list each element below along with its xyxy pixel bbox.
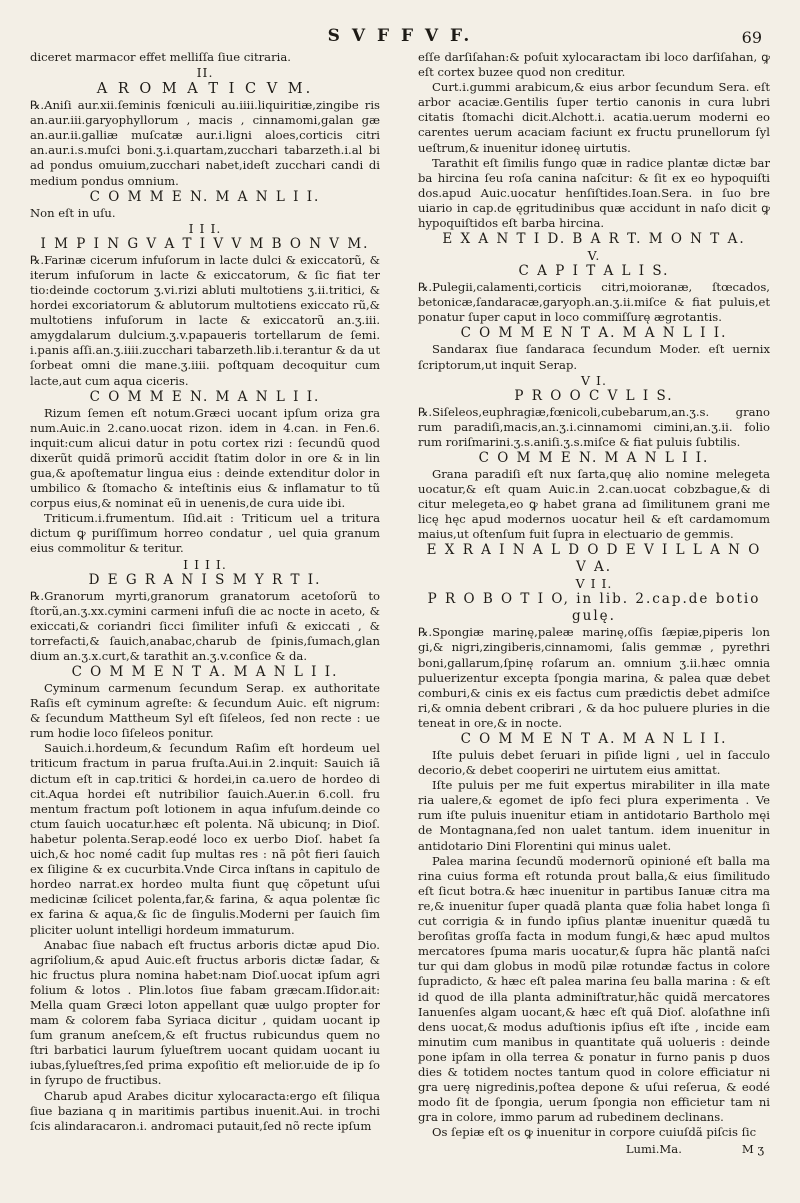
paragraph: Triticum.i.frumentum. Iſid.ait : Triticum uel a tritura dictum ꝙ puriſſimum horreo condatur , uel quia granum eius commolitur & teritur. bbox=[30, 511, 380, 556]
commentary-heading: C O M M E N T A. M A N L I I. bbox=[460, 731, 728, 747]
recipe-title: D E G R A N I S M Y R T I. bbox=[88, 571, 322, 588]
paragraph: Cyminum carmenum ſecundum Serap. ex authoritate Raſis eſt cyminum agreſte: & ſecundum Auic. eſt nigrum: & ſecundum Mattheum Syl eſt ſiſeleos, ſed non recte : ue rum hodie loco ſiſeleos ponitur. bbox=[30, 681, 380, 741]
paragraph: Iſte puluis per me fuit expertus mirabiliter in illa mate ria ualere,& egomet de ipſo feci plura experimenta . Ve rum iſte puluis inuenitur etiam in antidotario Bartholo męi de Montagnana,ſed non ualet tantum. idem inuenitur in antidotario Dini Florentini qui minus ualet. bbox=[418, 778, 770, 853]
recipe-title: A R O M A T I C V M. bbox=[96, 81, 314, 98]
paragraph: Curt.i.gummi arabicum,& eius arbor ſecundum Sera. eſt arbor acaciæ.Gentilis ſuper tertio canonis in cura lubri citatis ſtomachi dicit.Alchott.i. acatia.uerum moderni eo carentes uerum acaciam faciunt ex fructu prunellorum ſyl ueſtrum,& inuenitur idoneę uirtutis. bbox=[418, 80, 770, 155]
commentary-heading: C O M M E N. M A N L I I. bbox=[478, 449, 710, 466]
paragraph: Sauich.i.hordeum,& ſecundum Raſim eſt hordeum uel triticum fractum in parua fruſta.Aui.in 2.inquit: Sauich iã dictum eſt in cap.tritici & hordei,in ca.uero de hordeo di cit.Aqua hordei eſt nutribilior ſauich.Auer.in 6.coll. fru mentum fractum poſt lotionem in aqua infuſum.deinde co ctum ſauich uocatur.hæc eſt polenta. Nã ubicunq; in Dioſ. habetur polenta.Serap.eodé loco ex uerbo Dioſ. habet ſa uich,& hoc nomé cadit ſup multas res : nã pôt fieri ſauich ex ſiligine & ex cucurbita.Vnde Circa inſtans in capitulo de hordeo narrat.ex hordeo multa fiunt quę cõpetunt uſui medicinæ ſcilicet polenta,far,& farina, & aqua polentæ ſic ex farina & aqua,& ſic de ſingulis.Moderni per ſauich ſim pliciter uolunt intelligi hordeum immaturum. bbox=[30, 741, 380, 937]
section-heading: E X R A I N A L D O D E V I L L A N O V A. bbox=[426, 542, 762, 576]
recipe-number: V. bbox=[587, 248, 601, 264]
paragraph: ℞.Aniſi aur.xii.ſeminis fœniculi au.iiii.liquiritiæ,zingibe ris an.aur.iii.garyophyllorum , macis , cinnamomi,galan gæ an.aur.ii.galliæ muſcatæ aur.i.ligni aloes,corticis citri an.aur.i.s.muſci boni.ʒ.i.quartam,zucchari tabarzeth.i.al bi ad pondus omuium,zucchari nabet,ideſt zucchari candi di medium pondus omnium. bbox=[30, 98, 380, 188]
signature-mark: M ʒ bbox=[741, 1142, 764, 1157]
paragraph: Palea marina ſecundũ modernorũ opinioné eſt balla ma rina cuius forma eſt rotunda prout balla,& eius ſimilitudo eſt ſicut botra.& hæc inuenitur in partibus Ianuæ citra ma re,& inuenitur ſuper quadã planta quæ folia habet longa ſi cut corrigia & in fundo ipſius plantæ inuenitur quædã tu beroſitas groſſa facta in modum fungi,& hæc apud multos mercatores ſpuma maris uocatur,& ſupra hãc plantã naſci tur qui dam globus in modũ pilæ rotundæ factus in colore ſupradicto, & hæc eſt palea marina ſeu balla marina : & eſt id quod de illa planta adminiſtratur,hãc quidã mercatores Ianuenſes algam uocant,& hæc eſt quã Dioſ. aloſathne inſi dens uocat,& modus aduſtionis ipſius eſt iſte , incide eam minutim cum manibus in quantitate quã uolueris : deinde pone ipſam in olla terrea & ponatur in furno panis p duos dies & totidem noctes tantum quod in colore efficiatur ni gra uerę nigredinis,poſtea depone & uſui reſerua, & eodé modo ſit de ſpongia, uerum ſpongia non efficietur tam ni gra in colore, immo parum ad rubedinem declinans. bbox=[418, 853, 770, 1125]
paragraph: ℞.Pulegii,calamenti,corticis citri,moioranæ, ſtœcados, betonicæ,ſandaracæ,garyoph.an.ʒ.ii.miſce & fiat puluis,et ponatur ſuper caput in loco commiſſurę ægrotantis. bbox=[418, 280, 770, 325]
paragraph: Iſte puluis debet ſeruari in piſide ligni , uel in ſacculo decorio,& debet cooperiri ne uirtutem eius amittat. bbox=[418, 748, 770, 778]
recipe-number: I I I. bbox=[188, 220, 222, 236]
text-line: eſſe darſiſahan:& poſuit xylocaractam ibi loco darſiſahan, ꝙ eſt cortex buzee quod non creditur. bbox=[418, 50, 770, 80]
recipe-title: P R O O C V L I S. bbox=[514, 387, 674, 404]
right-column bbox=[418, 50, 770, 1185]
recipe-number: V I. bbox=[581, 372, 607, 388]
paragraph: ℞.Farinæ cicerum infuſorum in lacte dulci & exiccatorũ, & iterum infuſorum in lacte & exiccatorum, & ſic fiat ter tio:deinde coctorum ʒ.vi.rizi abluti multotiens ʒ.ii.tritici, & hordei excoriatorum & ablutorum multotiens exiccato rũ,& multotiens infuſorum in lacte & exiccatorũ an.ʒ.iii. amygdalarum dulcium.ʒ.v.papaueris tortellarum de ſemi. i.panis aſſi.an.ʒ.iiii.zucchari tabarzeth.lib.i.terantur & da ut ſorbeat omni die mane.ʒ.iiii. poſtquam decoquitur cum lacte,aut cum aqua ciceris. bbox=[30, 252, 380, 388]
recipe-title: I M P I N G V A T I V V M B O N V M. bbox=[40, 235, 370, 252]
paragraph: ℞.Spongiæ marinę,paleæ marinę,oſſis ſæpiæ,piperis lon gi,& nigri,zingiberis,cinnamomi, ſalis gemmæ , pyrethri boni,gallarum,ſpinę roſarum an. omnium ʒ.ii.hæc omnia puluerizentur excepta ſpongia marina, & palea quæ debet comburi,& cinis ex eis factus cum prædictis debet admiſce ri,& omnia debent cribrari , & da hoc puluere pluries in die teneat in ore,& in nocte. bbox=[418, 625, 770, 730]
paragraph: ℞.Granorum myrti,granorum granatorum acetoſorũ to ſtorũ,an.ʒ.xx.cymini carmeni infuſi die ac nocte in aceto, & exiccati,& coriandri ſicci ſimiliter infuſi & exiccati , & torrefacti,& ſauich,anabac,charub de ſpinis,ſumach,glan dium an.ʒ.x.curt,& tarathit an.ʒ.v.conſice & da. bbox=[30, 588, 380, 663]
paragraph: Tarathit eſt ſimilis fungo quæ in radice plantæ dictæ bar ba hircina ſeu roſa canina naſcitur: & ſit ex eo hypoquiſti dos.apud Auic.uocatur henſiſtides.Ioan.Sera. in ſuo bre uiario in cap.de ęgritudinibus quæ accidunt in naſo dicit ꝙ hypoquiſtidos eſt barba hircina. bbox=[418, 155, 770, 231]
paragraph: Charub apud Arabes dicitur xylocaracta:ergo eſt ſiliqua ſiue baziana q in maritimis partibus inuenit.Aui. in trochi ſcis alindaracaron.i. andromaci putauit,ſed nõ recte ipſum bbox=[30, 1088, 380, 1133]
recipe-title: C A P I T A L I S. bbox=[518, 263, 670, 280]
recipe-number: II. bbox=[196, 65, 214, 81]
paragraph: Non eſt in uſu. bbox=[30, 205, 116, 220]
commentary-heading: C O M M E N. M A N L I I. bbox=[89, 188, 321, 205]
commentary-heading: C O M M E N. M A N L I I. bbox=[89, 388, 321, 405]
catchword: Lumi.Ma. bbox=[625, 1142, 682, 1157]
section-heading: E X A N T I D. B A R T. M O N T A. bbox=[442, 231, 746, 248]
paragraph: ℞.Siſeleos,euphragiæ,fœnicoli,cubebarum,an.ʒ.s. grano rum paradiſi,macis,an.ʒ.i.cinnamomi cimini,an.ʒ.ii. folio rum roriſmarini.ʒ.s.aniſi.ʒ.s.miſce & fiat puluis ſubtilis. bbox=[418, 404, 770, 449]
catchword-line bbox=[418, 1142, 770, 1157]
paragraph: Sandarax ſiue ſandaraca ſecundum Moder. eſt uernix ſcriptorum,ut inquit Serap. bbox=[418, 342, 770, 372]
commentary-heading: C O M M E N T A. M A N L I I. bbox=[460, 325, 728, 342]
recipe-title: P R O B O T I O, in lib. 2.cap.de botio gulę. bbox=[427, 591, 761, 625]
commentary-heading: C O M M E N T A. M A N L I I. bbox=[71, 664, 339, 680]
page-header bbox=[0, 22, 800, 52]
paragraph: Os ſepiæ eſt os ꝙ inuenitur in corpore cuiuſdã piſcis ſic bbox=[432, 1125, 757, 1140]
recipe-number: I I I I. bbox=[183, 556, 227, 572]
running-head: S V F F V F. bbox=[327, 26, 473, 46]
paragraph: Anabac ſiue nabach eſt fructus arboris dictæ apud Dio. agriſolium,& apud Auic.eſt fructus arboris dictæ ſadar, & hic fructus plura nomina habet:nam Dioſ.uocat ipſum agri folium & lotos . Plin.lotos ſiue fabam græcam.Iſidor.ait: Mella quam Græci loton appellant quæ uulgo propter for mam & colorem faba Syriaca dicitur , quidam uocant ip ſum granum aneſcem,& eſt fructus rubicundus quem no ſtri barbatici laurum ſylueſtrem uocant quidam uocant iu iubas,ſylueſtres,ſed prima expoſitio eſt melior.uide de ip ſo in ſyrupo de fructibus. bbox=[30, 937, 380, 1088]
left-column bbox=[30, 50, 380, 1185]
paragraph: Grana paradiſi eſt nux ſarta,quę alio nomine melegeta uocatur,& eſt quam Auic.in 2.can.uocat cobzbague,& di citur melegeta,eo ꝙ habet grana ad ſimilitunem grani me licę hęc apud modernos uocatur heil & eſt cardamomum maius,ut oſtenſum fuit ſupra in electuario de gemmis. bbox=[418, 466, 770, 542]
page-number: 69 bbox=[741, 28, 762, 47]
paragraph: Rizum ſemen eſt notum.Græci uocant ipſum oriza gra num.Auic.in 2.cano.uocat rizon. idem in 4.can. in Fen.6. inquit:cum alicui datur in potu cortex rizi : ſecundũ quod dixerũt quidã primorũ accidit ſtatim dolor in ore & in lin gua,& apoſtematur lingua eius : deinde extenditur dolor in umbilico & ſtomacho & inteſtinis eius & inflamatur to tũ corpus eius,& nominat eũ in uenenis,de cura uide ibi. bbox=[30, 405, 380, 511]
text-line: diceret marmacor effet melliſſa ſiue citraria. bbox=[30, 50, 291, 64]
recipe-number: V I I. bbox=[575, 576, 613, 592]
